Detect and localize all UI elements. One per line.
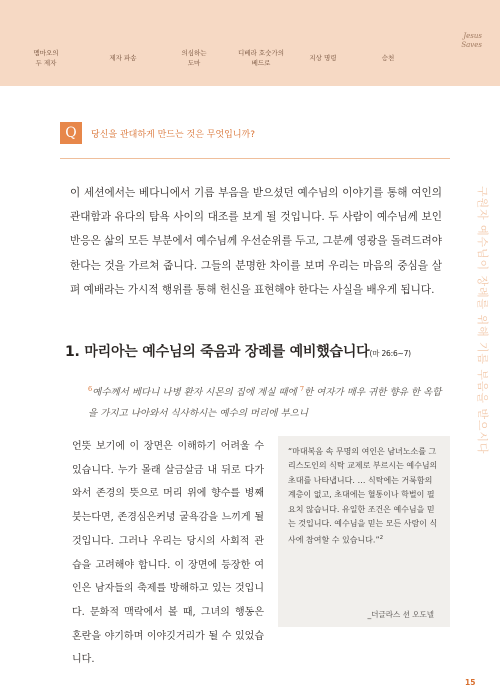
quote-footnote[interactable]: 2 — [379, 535, 384, 542]
side-title: 구원자 예수님이 장례를 위해 기름 부음을 받으시다 — [476, 186, 489, 455]
chapter-header — [0, 0, 500, 86]
section-title: 1. 마리아는 예수님의 죽음과 장례를 예비했습니다 — [65, 344, 370, 360]
quote-box — [278, 436, 450, 627]
side-title-bar — [475, 186, 493, 616]
nav-item-great-commission[interactable]: 지상 명령 — [309, 54, 337, 62]
nav-item-sending[interactable]: 제자 파송 — [109, 54, 137, 62]
question-text: 당신을 관대하게 만드는 것은 무엇입니까? — [91, 130, 256, 140]
nav-item-thomas[interactable]: 의심하는 도마 — [181, 49, 207, 67]
intro-paragraph: 이 세션에서는 베다니에서 기름 부음을 받으셨던 예수님의 이야기를 통해 여인의 관대함과 유다의 탐욕 사이의 대조를 보게 될 것입니다. 두 사람이 예수님께 보인 반응은 삶의 모든 부분에서 예수님께 우선순위를 두고, 그분께 영광을 돌려드려야 한다는 것을 가르쳐 줍니다. 그들의 분명한 차이를 보며 우리는 마음의 중심을 살펴 예배라는 가시적 행위를 통해 헌신을 표현해야 한다는 사실을 배우게 됩니다. — [70, 187, 442, 296]
quote-author: _더글라스 션 오도넬 — [367, 610, 434, 619]
scripture-verse — [88, 379, 442, 424]
question-divider — [60, 158, 450, 159]
chapter-nav — [28, 48, 423, 78]
page-number: 15 — [465, 678, 476, 687]
verse-number-7: 7 — [299, 385, 304, 393]
verse-text-6: 예수께서 베다니 나병 환자 시몬의 집에 계실 때에 — [92, 387, 300, 399]
series-brand: Jesus Saves — [461, 32, 482, 49]
body-paragraph: 언뜻 보기에 이 장면은 이해하기 어려울 수 있습니다. 누가 몰래 살금살금 내 뒤로 다가와서 존경의 뜻으로 머리 위에 향수를 병째 붓는다면, 존경심은커녕 굴욕감을 느끼게 될 것입니다. 그러나 우리는 당시의 사회적 관습을 고려해야 합니다. 이 장면에 등장한 여인은 남자들의 축제를 방해하고 있는 것입니다. 문화적 맥락에서 볼 때, 그녀의 행동은 혼란을 야기하며 이야깃거리가 될 수 있었습니다. — [72, 441, 264, 666]
nav-item-peter[interactable]: 디베라 호숫가의 베드로 — [237, 49, 285, 67]
nav-item-ascension[interactable]: 승천 — [381, 54, 395, 62]
verse-text-7: 한 여자가 매우 귀한 향유 한 옥합을 가지고 나아와서 식사하시는 예수의 머리에 부으니 — [88, 387, 442, 419]
quote-text — [288, 445, 439, 549]
nav-item-emmaus[interactable]: 멤마오의 두 제자 — [33, 49, 59, 67]
section-reference: (마 26:6~7) — [369, 349, 411, 358]
section-heading — [65, 341, 411, 361]
verse-number-6: 6 — [88, 385, 93, 393]
quote-body: “마대복음 속 무명의 여인은 남녀노소를 그리스도인의 식탁 교제로 부르시는 예수님의 초대를 나타냅니다. … 식탁에는 거룩함의 계층이 없고, 초대에는 혈통이나 학벌이 필요치 않습니다. 유일한 조건은 예수님을 믿는 것입니다. 예수님을 믿는 모든 사람이 식사에 참여할 수 있습니다.” — [288, 447, 438, 546]
question-marker-icon: Q — [60, 122, 82, 144]
